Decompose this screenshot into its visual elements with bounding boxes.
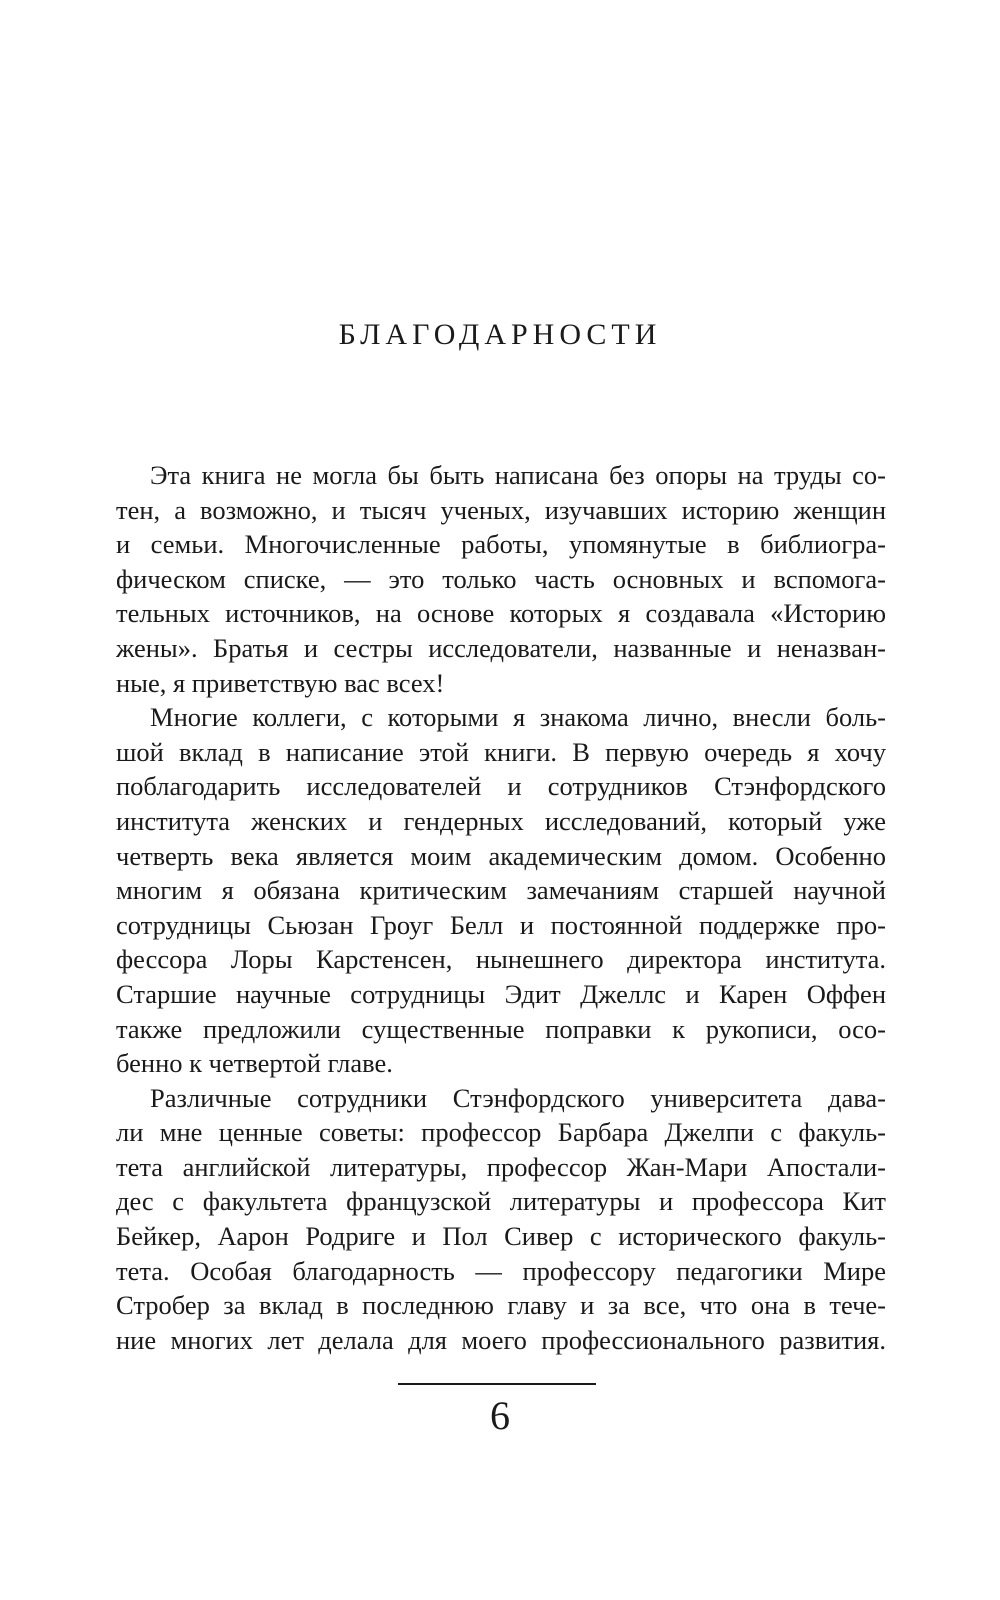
chapter-heading: БЛАГОДАРНОСТИ bbox=[338, 318, 662, 351]
page-number-rule bbox=[398, 1383, 596, 1385]
text-line: бенно к четвертой главе. bbox=[116, 1048, 393, 1079]
text-line: четверть века является моим академическим домом. Особенно bbox=[116, 840, 886, 871]
text-line: поблагодарить исследователей и сотрудников Стэнфордского bbox=[116, 771, 886, 802]
body-text bbox=[116, 458, 886, 1357]
text-line: тета английской литературы, профессор Жан-Мари Апостали- bbox=[116, 1151, 886, 1182]
text-line: института женских и гендерных исследований, который уже bbox=[116, 805, 886, 836]
text-line: ли мне ценные советы: профессор Барбара Джелпи с факуль- bbox=[116, 1117, 886, 1148]
text-line: сотрудницы Сьюзан Гроуг Белл и постоянной поддержке про- bbox=[116, 909, 886, 940]
text-line: тета. Особая благодарность — профессору педагогики Мире bbox=[116, 1255, 886, 1286]
text-line: жены». Братья и сестры исследователи, названные и неназван- bbox=[116, 632, 886, 663]
text-line: ные, я приветствую вас всех! bbox=[116, 667, 445, 698]
text-line: Различные сотрудники Стэнфордского университета дава- bbox=[150, 1082, 886, 1113]
text-line: тельных источников, на основе которых я создавала «Историю bbox=[116, 598, 886, 629]
page-number: 6 bbox=[490, 1393, 510, 1438]
text-line: ние многих лет делала для моего профессионального развития. bbox=[116, 1324, 886, 1355]
text-line: фессора Лоры Карстенсен, нынешнего директора института. bbox=[116, 944, 886, 975]
text-line: и семьи. Многочисленные работы, упомянутые в библиогра- bbox=[116, 529, 886, 560]
text-line: Стробер за вклад в последнюю главу и за все, что она в тече- bbox=[116, 1290, 886, 1321]
text-line: Многие коллеги, с которыми я знакома лично, внесли боль- bbox=[150, 702, 886, 733]
text-line: многим я обязана критическим замечаниям старшей научной bbox=[116, 875, 886, 906]
text-line: также предложили существенные поправки к рукописи, осо- bbox=[116, 1013, 886, 1044]
text-line: Бейкер, Аарон Родриге и Пол Сивер с исторического факуль- bbox=[116, 1221, 886, 1252]
text-line: Эта книга не могла бы быть написана без опоры на труды со- bbox=[150, 460, 886, 490]
text-line: Старшие научные сотрудницы Эдит Джеллс и Карен Оффен bbox=[116, 978, 886, 1009]
text-line: дес с факультета французской литературы и профессора Кит bbox=[116, 1186, 886, 1217]
text-line: шой вклад в написание этой книги. В первую очередь я хочу bbox=[116, 736, 886, 767]
text-line: фическом списке, — это только часть основных и вспомога- bbox=[116, 563, 886, 594]
text-line: тен, а возможно, и тысяч ученых, изучавших историю женщин bbox=[116, 494, 886, 525]
